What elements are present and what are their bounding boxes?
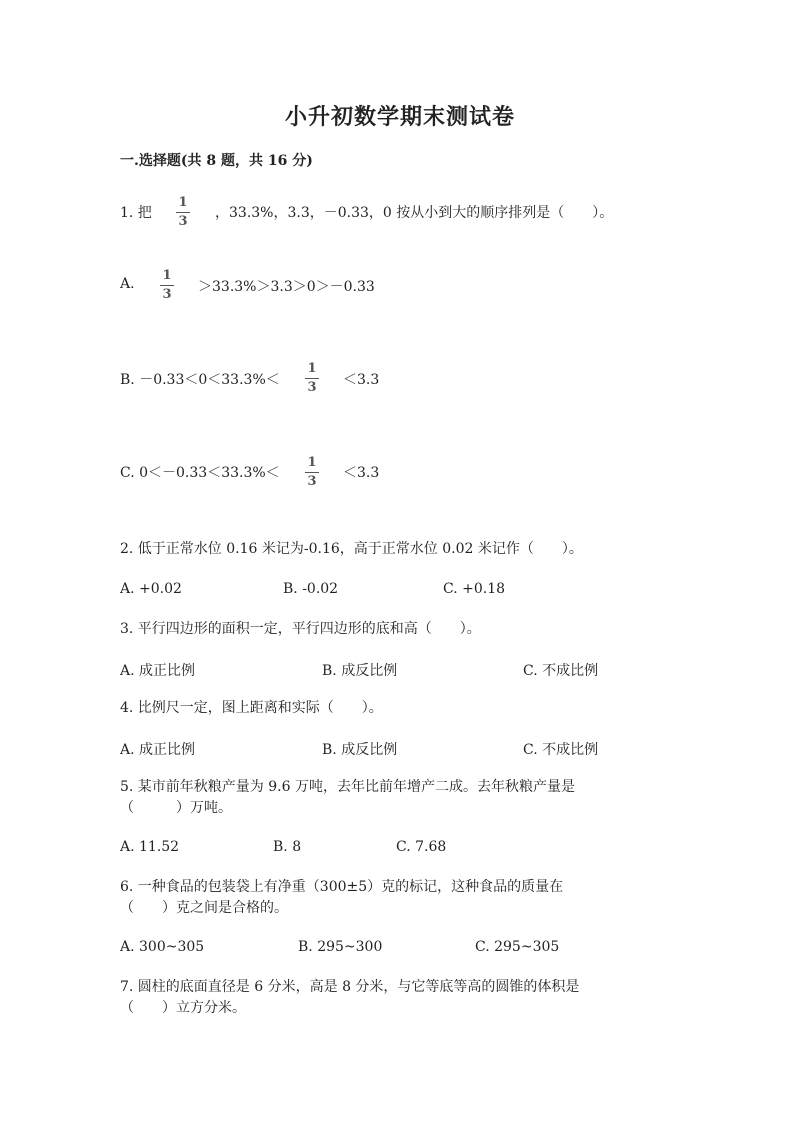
q7-stem-line1: 7. 圆柱的底面直径是 6 分米，高是 8 分米，与它等底等高的圆锥的体积是 (120, 979, 580, 995)
q4-option-a: A. 成正比例 (120, 742, 196, 758)
q5-stem-line1: 5. 某市前年秋粮产量为 9.6 万吨，去年比前年增产二成。去年秋粮产量是 (120, 779, 575, 795)
q6-option-b: B. 295~300 (298, 939, 383, 955)
q2-option-c: C. +0.18 (443, 581, 506, 597)
q2-option-b: B. -0.02 (283, 581, 339, 597)
q6-option-a: A. 300~305 (120, 939, 205, 955)
fraction-denominator: 3 (178, 214, 188, 229)
fraction-bar (305, 378, 319, 379)
q1-option-a-label: A. (120, 276, 135, 292)
q1-option-c-text: C. 0＜－0.33＜33.3%＜ (120, 465, 280, 481)
q2-option-a: A. +0.02 (120, 581, 182, 597)
q1-option-c-fraction (304, 455, 320, 490)
page-title: 小升初数学期末测试卷 (284, 104, 515, 130)
q1-option-b-tail: ＜3.3 (343, 372, 380, 388)
q3-option-a: A. 成正比例 (120, 663, 196, 679)
q7-stem-line2: （ ）立方分米。 (120, 1000, 246, 1016)
fraction-denominator: 3 (307, 380, 317, 395)
q3-stem: 3. 平行四边形的面积一定，平行四边形的底和高（ ）。 (120, 621, 481, 637)
q3-option-b: B. 成反比例 (322, 663, 398, 679)
fraction-numerator: 1 (307, 455, 317, 470)
q1-stem: ，33.3%，3.3，－0.33，0 按从小到大的顺序排列是（ ）。 (215, 205, 614, 221)
q6-option-c: C. 295~305 (475, 939, 560, 955)
fraction-bar (176, 212, 190, 213)
section-heading: 一.选择题(共 8 题，共 16 分) (120, 153, 313, 169)
q1-option-b-text: B. －0.33＜0＜33.3%＜ (120, 372, 280, 388)
q3-option-c: C. 不成比例 (523, 663, 599, 679)
q4-option-c: C. 不成比例 (523, 742, 599, 758)
q1-option-a-text: ＞33.3%＞3.3＞0＞－0.33 (198, 279, 375, 295)
q5-option-c: C. 7.68 (396, 839, 447, 855)
q1-prefix: 1. 把 (120, 205, 152, 221)
q5-option-a: A. 11.52 (120, 839, 180, 855)
q6-stem-line1: 6. 一种食品的包装袋上有净重（300±5）克的标记，这种食品的质量在 (120, 879, 564, 895)
fraction-bar (160, 285, 174, 286)
q4-stem: 4. 比例尺一定，图上距离和实际（ ）。 (120, 700, 383, 716)
fraction-bar (305, 472, 319, 473)
q1-option-a-fraction (159, 268, 175, 303)
q1-option-c-tail: ＜3.3 (343, 465, 380, 481)
q1-fraction (175, 195, 191, 230)
fraction-numerator: 1 (307, 361, 317, 376)
q1-option-b-fraction (304, 361, 320, 396)
fraction-denominator: 3 (162, 287, 172, 302)
fraction-denominator: 3 (307, 474, 317, 489)
q5-option-b: B. 8 (273, 839, 302, 855)
fraction-numerator: 1 (178, 195, 188, 210)
q2-stem: 2. 低于正常水位 0.16 米记为-0.16，高于正常水位 0.02 米记作（ ）。 (120, 541, 583, 557)
fraction-numerator: 1 (162, 268, 172, 283)
q5-stem-line2: （ ）万吨。 (120, 800, 232, 816)
q6-stem-line2: （ ）克之间是合格的。 (120, 900, 288, 916)
q4-option-b: B. 成反比例 (322, 742, 398, 758)
